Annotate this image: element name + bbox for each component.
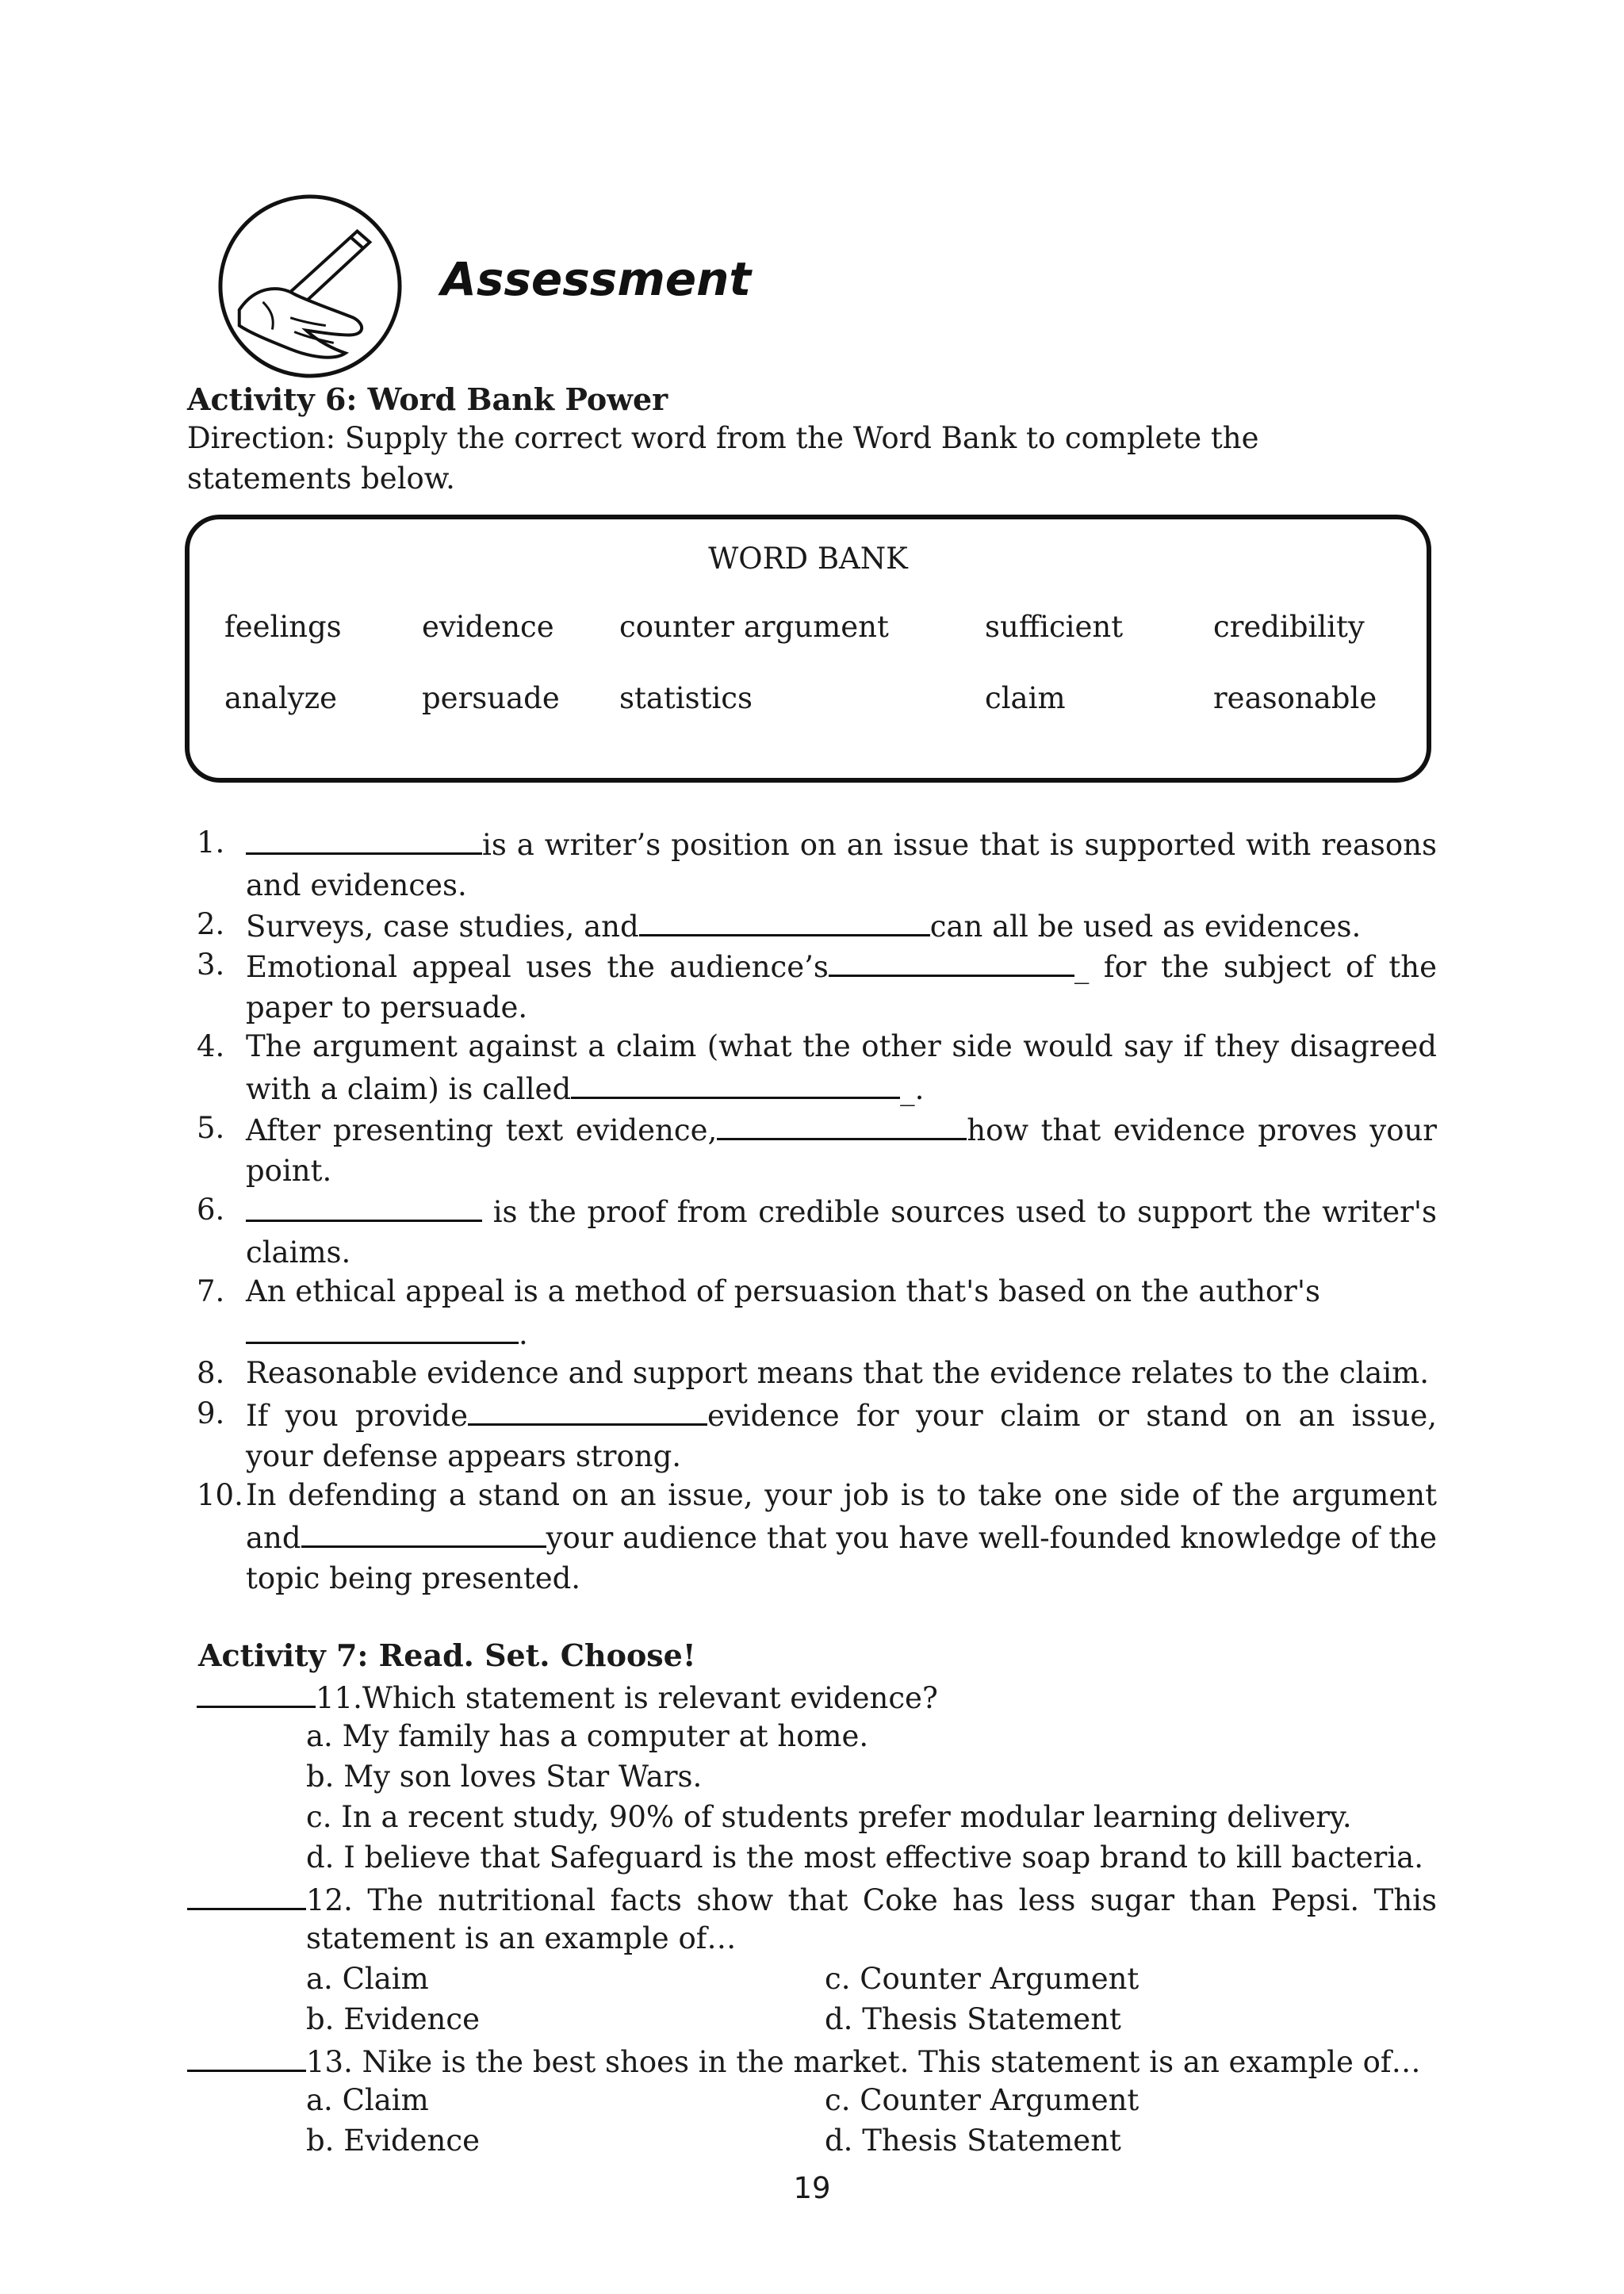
hand-writing-pencil-icon bbox=[216, 192, 404, 381]
question-13 bbox=[187, 2039, 1421, 2082]
list-item bbox=[197, 944, 1437, 1028]
answer-blank[interactable] bbox=[246, 1312, 519, 1344]
answer-blank[interactable] bbox=[468, 1393, 707, 1426]
answer-blank[interactable] bbox=[571, 1067, 900, 1099]
list-item bbox=[197, 904, 1437, 947]
answer-blank[interactable] bbox=[197, 1676, 316, 1708]
item-text: is the proof from credible sources used to support the writer's claims. bbox=[246, 1195, 1437, 1270]
item-text: In defending a stand on an issue, your job is to take one side of the argument and bbox=[246, 1478, 1437, 1555]
answer-blank[interactable] bbox=[301, 1515, 546, 1548]
choice-c: c. Counter Argument bbox=[825, 2083, 1139, 2117]
item-text: . bbox=[519, 1317, 528, 1351]
word-bank-word: evidence bbox=[422, 610, 554, 644]
choice-d: d. I believe that Safeguard is the most effective soap brand to kill bacteria. bbox=[306, 1840, 1423, 1875]
list-item bbox=[197, 1475, 1437, 1599]
item-number: 3. bbox=[197, 948, 225, 982]
item-text: Reasonable evidence and support means that the evidence relates to the claim. bbox=[246, 1356, 1430, 1390]
item-number: 10. bbox=[197, 1478, 243, 1512]
choice-c: c. Counter Argument bbox=[825, 1962, 1139, 1996]
item-text: _. bbox=[900, 1072, 925, 1106]
list-item bbox=[197, 1026, 1437, 1109]
question-stem-cont: statement is an example of… bbox=[306, 1921, 737, 1955]
answer-blank[interactable] bbox=[829, 944, 1074, 977]
answer-blank[interactable] bbox=[717, 1108, 967, 1140]
item-text: After presenting text evidence, bbox=[246, 1113, 718, 1147]
answer-blank[interactable] bbox=[187, 1878, 306, 1910]
item-number: 4. bbox=[197, 1029, 225, 1063]
item-text: evidence for your claim or stand on an issue, your defense appears strong. bbox=[246, 1399, 1437, 1473]
answer-blank[interactable] bbox=[246, 1189, 482, 1222]
word-bank-word: statistics bbox=[619, 681, 753, 715]
answer-blank[interactable] bbox=[246, 822, 482, 855]
word-bank-word: credibility bbox=[1213, 610, 1365, 644]
word-bank-word: reasonable bbox=[1213, 681, 1377, 715]
item-text: If you provide bbox=[246, 1399, 468, 1433]
question-stem: 11.Which statement is relevant evidence? bbox=[316, 1681, 938, 1715]
answer-blank[interactable] bbox=[187, 2039, 306, 2072]
item-number: 5. bbox=[197, 1111, 225, 1145]
word-bank-word: counter argument bbox=[619, 610, 889, 644]
question-12 bbox=[187, 1878, 1437, 1921]
choice-d: d. Thesis Statement bbox=[825, 2002, 1121, 2036]
answer-blank[interactable] bbox=[639, 904, 930, 936]
item-text: can all be used as evidences. bbox=[929, 910, 1362, 944]
item-text: _ for the subject of the paper to persuade. bbox=[246, 950, 1437, 1024]
item-text: your audience that you have well-founded knowledge of the topic being presented. bbox=[246, 1521, 1437, 1595]
word-bank-word: feelings bbox=[224, 610, 342, 644]
list-item bbox=[197, 1393, 1437, 1476]
item-text: Emotional appeal uses the audience’s bbox=[246, 950, 829, 984]
item-text: how that evidence proves your point. bbox=[246, 1113, 1437, 1188]
choice-a: a. My family has a computer at home. bbox=[306, 1719, 869, 1753]
word-bank-word: sufficient bbox=[985, 610, 1124, 644]
item-number: 6. bbox=[197, 1193, 225, 1227]
list-item bbox=[197, 822, 1437, 906]
page-number: 19 bbox=[793, 2171, 831, 2205]
choice-c: c. In a recent study, 90% of students prefer modular learning delivery. bbox=[306, 1800, 1352, 1834]
choice-b: b. Evidence bbox=[306, 2124, 480, 2158]
word-bank-word: persuade bbox=[422, 681, 560, 715]
list-item bbox=[197, 1271, 1437, 1354]
choice-a: a. Claim bbox=[306, 2083, 429, 2117]
word-bank-title: WORD BANK bbox=[708, 542, 908, 576]
choice-d: d. Thesis Statement bbox=[825, 2124, 1121, 2158]
activity-6-title: Activity 6: Word Bank Power bbox=[187, 381, 668, 417]
item-number: 1. bbox=[197, 825, 225, 860]
choice-b: b. My son loves Star Wars. bbox=[306, 1760, 703, 1794]
question-stem: 12. The nutritional facts show that Coke has less sugar than Pepsi. This bbox=[306, 1883, 1437, 1917]
item-text: is a writer’s position on an issue that is supported with reasons and evidences. bbox=[246, 828, 1437, 902]
word-bank-word: claim bbox=[985, 681, 1066, 715]
item-text: An ethical appeal is a method of persuasion that's based on the author's bbox=[246, 1274, 1321, 1308]
item-number: 9. bbox=[197, 1396, 225, 1430]
word-bank-box bbox=[185, 515, 1431, 783]
list-item bbox=[197, 1353, 1437, 1393]
activity-7-title: Activity 7: Read. Set. Choose! bbox=[198, 1637, 696, 1673]
item-number: 7. bbox=[197, 1274, 225, 1308]
choice-a: a. Claim bbox=[306, 1962, 429, 1996]
activity-6-direction: Direction: Supply the correct word from the Word Bank to complete the statements below. bbox=[187, 421, 1259, 496]
list-item bbox=[197, 1108, 1437, 1191]
choice-b: b. Evidence bbox=[306, 2002, 480, 2036]
item-text: The argument against a claim (what the other side would say if they disagreed with a claim) is called bbox=[246, 1029, 1437, 1106]
section-title: Assessment bbox=[441, 252, 752, 306]
item-number: 8. bbox=[197, 1356, 225, 1390]
word-bank-word: analyze bbox=[224, 681, 338, 715]
item-text: Surveys, case studies, and bbox=[246, 910, 639, 944]
question-11 bbox=[197, 1676, 938, 1718]
item-number: 2. bbox=[197, 907, 225, 941]
question-stem: 13. Nike is the best shoes in the market. This statement is an example of… bbox=[306, 2045, 1421, 2079]
list-item bbox=[197, 1189, 1437, 1273]
